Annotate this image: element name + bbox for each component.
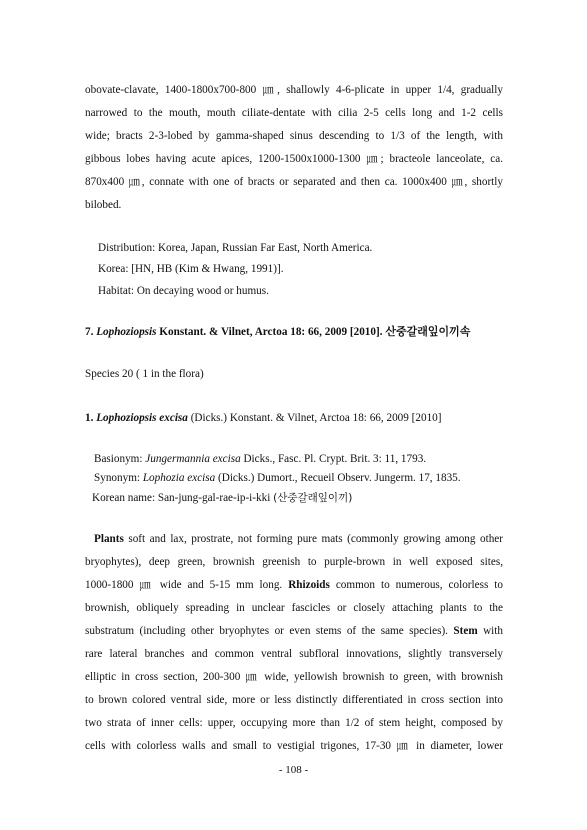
rhizoids-label: Rhizoids: [288, 579, 330, 591]
description-text: 1000-1800 ㎛ wide and 5-15 mm long.: [85, 579, 289, 591]
basionym-line: [94, 452, 426, 466]
description-line: bryophytes), deep green, brownish greenish to purple-brown in well exposed sites,: [85, 556, 503, 568]
text-line: gibbous lobes having acute apices, 1200-1500x1000-1300 ㎛; bracteole lanceolate, ca.: [85, 153, 503, 165]
distribution-line: Distribution: Korea, Japan, Russian Far East, North America.: [98, 242, 373, 254]
korea-line: Korea: [HN, HB (Kim & Hwang, 1991)].: [98, 263, 284, 275]
description-line: rare lateral branches and common ventral subfloral innovations, slightly transversely: [85, 648, 503, 660]
description-line: to brown colored ventral side, more or less distinctly differentiated in cross section into: [85, 694, 503, 706]
habitat-line: Habitat: On decaying wood or humus.: [98, 285, 269, 297]
korean-name-hangul: (산중갈래잎이끼): [273, 492, 353, 504]
species-number: 1.: [85, 412, 94, 424]
species-epithet: excisa: [159, 412, 188, 424]
genus-authority: Konstant. & Vilnet, Arctoa 18: 66, 2009 [2010].: [156, 326, 386, 338]
synonym-line: [94, 471, 461, 485]
text-line: bilobed.: [85, 199, 122, 211]
synonym-name: Lophozia excisa: [142, 472, 216, 484]
genus-heading: [85, 325, 470, 339]
genus-number: 7.: [85, 326, 94, 338]
korean-name-line: [92, 491, 352, 505]
text-line: obovate-clavate, 1400-1800x700-800 ㎛, shallowly 4-6-plicate in upper 1/4, gradually: [85, 84, 503, 96]
stem-label: Stem: [453, 625, 478, 637]
description-text: with: [477, 625, 503, 637]
page-number: - 108 -: [278, 764, 309, 776]
description-line: cells with colorless walls and small to vestigial trigones, 17-30 ㎛ in diameter, lower: [85, 740, 503, 752]
description-line: two strata of inner cells: upper, occupying more than 1/2 of stem height, composed by: [85, 717, 503, 729]
genus-name: Lophoziopsis: [96, 326, 157, 338]
korean-name-label: Korean name: San-jung-gal-rae-ip-i-kki: [92, 492, 274, 504]
description-line: brownish, obliquely spreading in unclear fascicles or closely attaching plants to the: [85, 602, 503, 614]
species-heading: [85, 411, 442, 425]
description-line: elliptic in cross section, 200-300 ㎛ wide, yellowish brownish to green, with brownish: [85, 671, 503, 683]
description-line: [85, 624, 503, 638]
description-line: [94, 532, 503, 546]
description-text: substratum (including other bryophytes or even stems of the same species).: [85, 625, 454, 637]
plants-label: Plants: [94, 533, 124, 545]
basionym-citation: Dicks., Fasc. Pl. Crypt. Brit. 3: 11, 1793.: [240, 453, 427, 465]
description-text: soft and lax, prostrate, not forming pure mats (commonly growing among other: [123, 533, 503, 545]
species-authority: (Dicks.) Konstant. & Vilnet, Arctoa 18: 66, 2009 [2010]: [187, 412, 442, 424]
description-line: [85, 578, 503, 592]
basionym-label: Basionym:: [94, 453, 146, 465]
text-line: narrowed to the mouth, mouth ciliate-dentate with cilia 2-5 cells long and 1-2 cells: [85, 107, 503, 119]
synonym-label: Synonym:: [94, 472, 143, 484]
text-line: wide; bracts 2-3-lobed by gamma-shaped sinus descending to 1/3 of the length, with: [85, 130, 503, 142]
description-text: common to numerous, colorless to: [329, 579, 503, 591]
text-line: 870x400 ㎛, connate with one of bracts or separated and then ca. 1000x400 ㎛, shortly: [85, 176, 503, 188]
synonym-citation: (Dicks.) Dumort., Recueil Observ. Jungerm. 17, 1835.: [215, 472, 461, 484]
species-genus: Lophoziopsis: [96, 412, 157, 424]
basionym-name: Jungermannia excisa: [145, 453, 241, 465]
genus-korean-name: 산중갈래잎이끼속: [385, 325, 471, 338]
species-count: Species 20 ( 1 in the flora): [85, 368, 204, 380]
